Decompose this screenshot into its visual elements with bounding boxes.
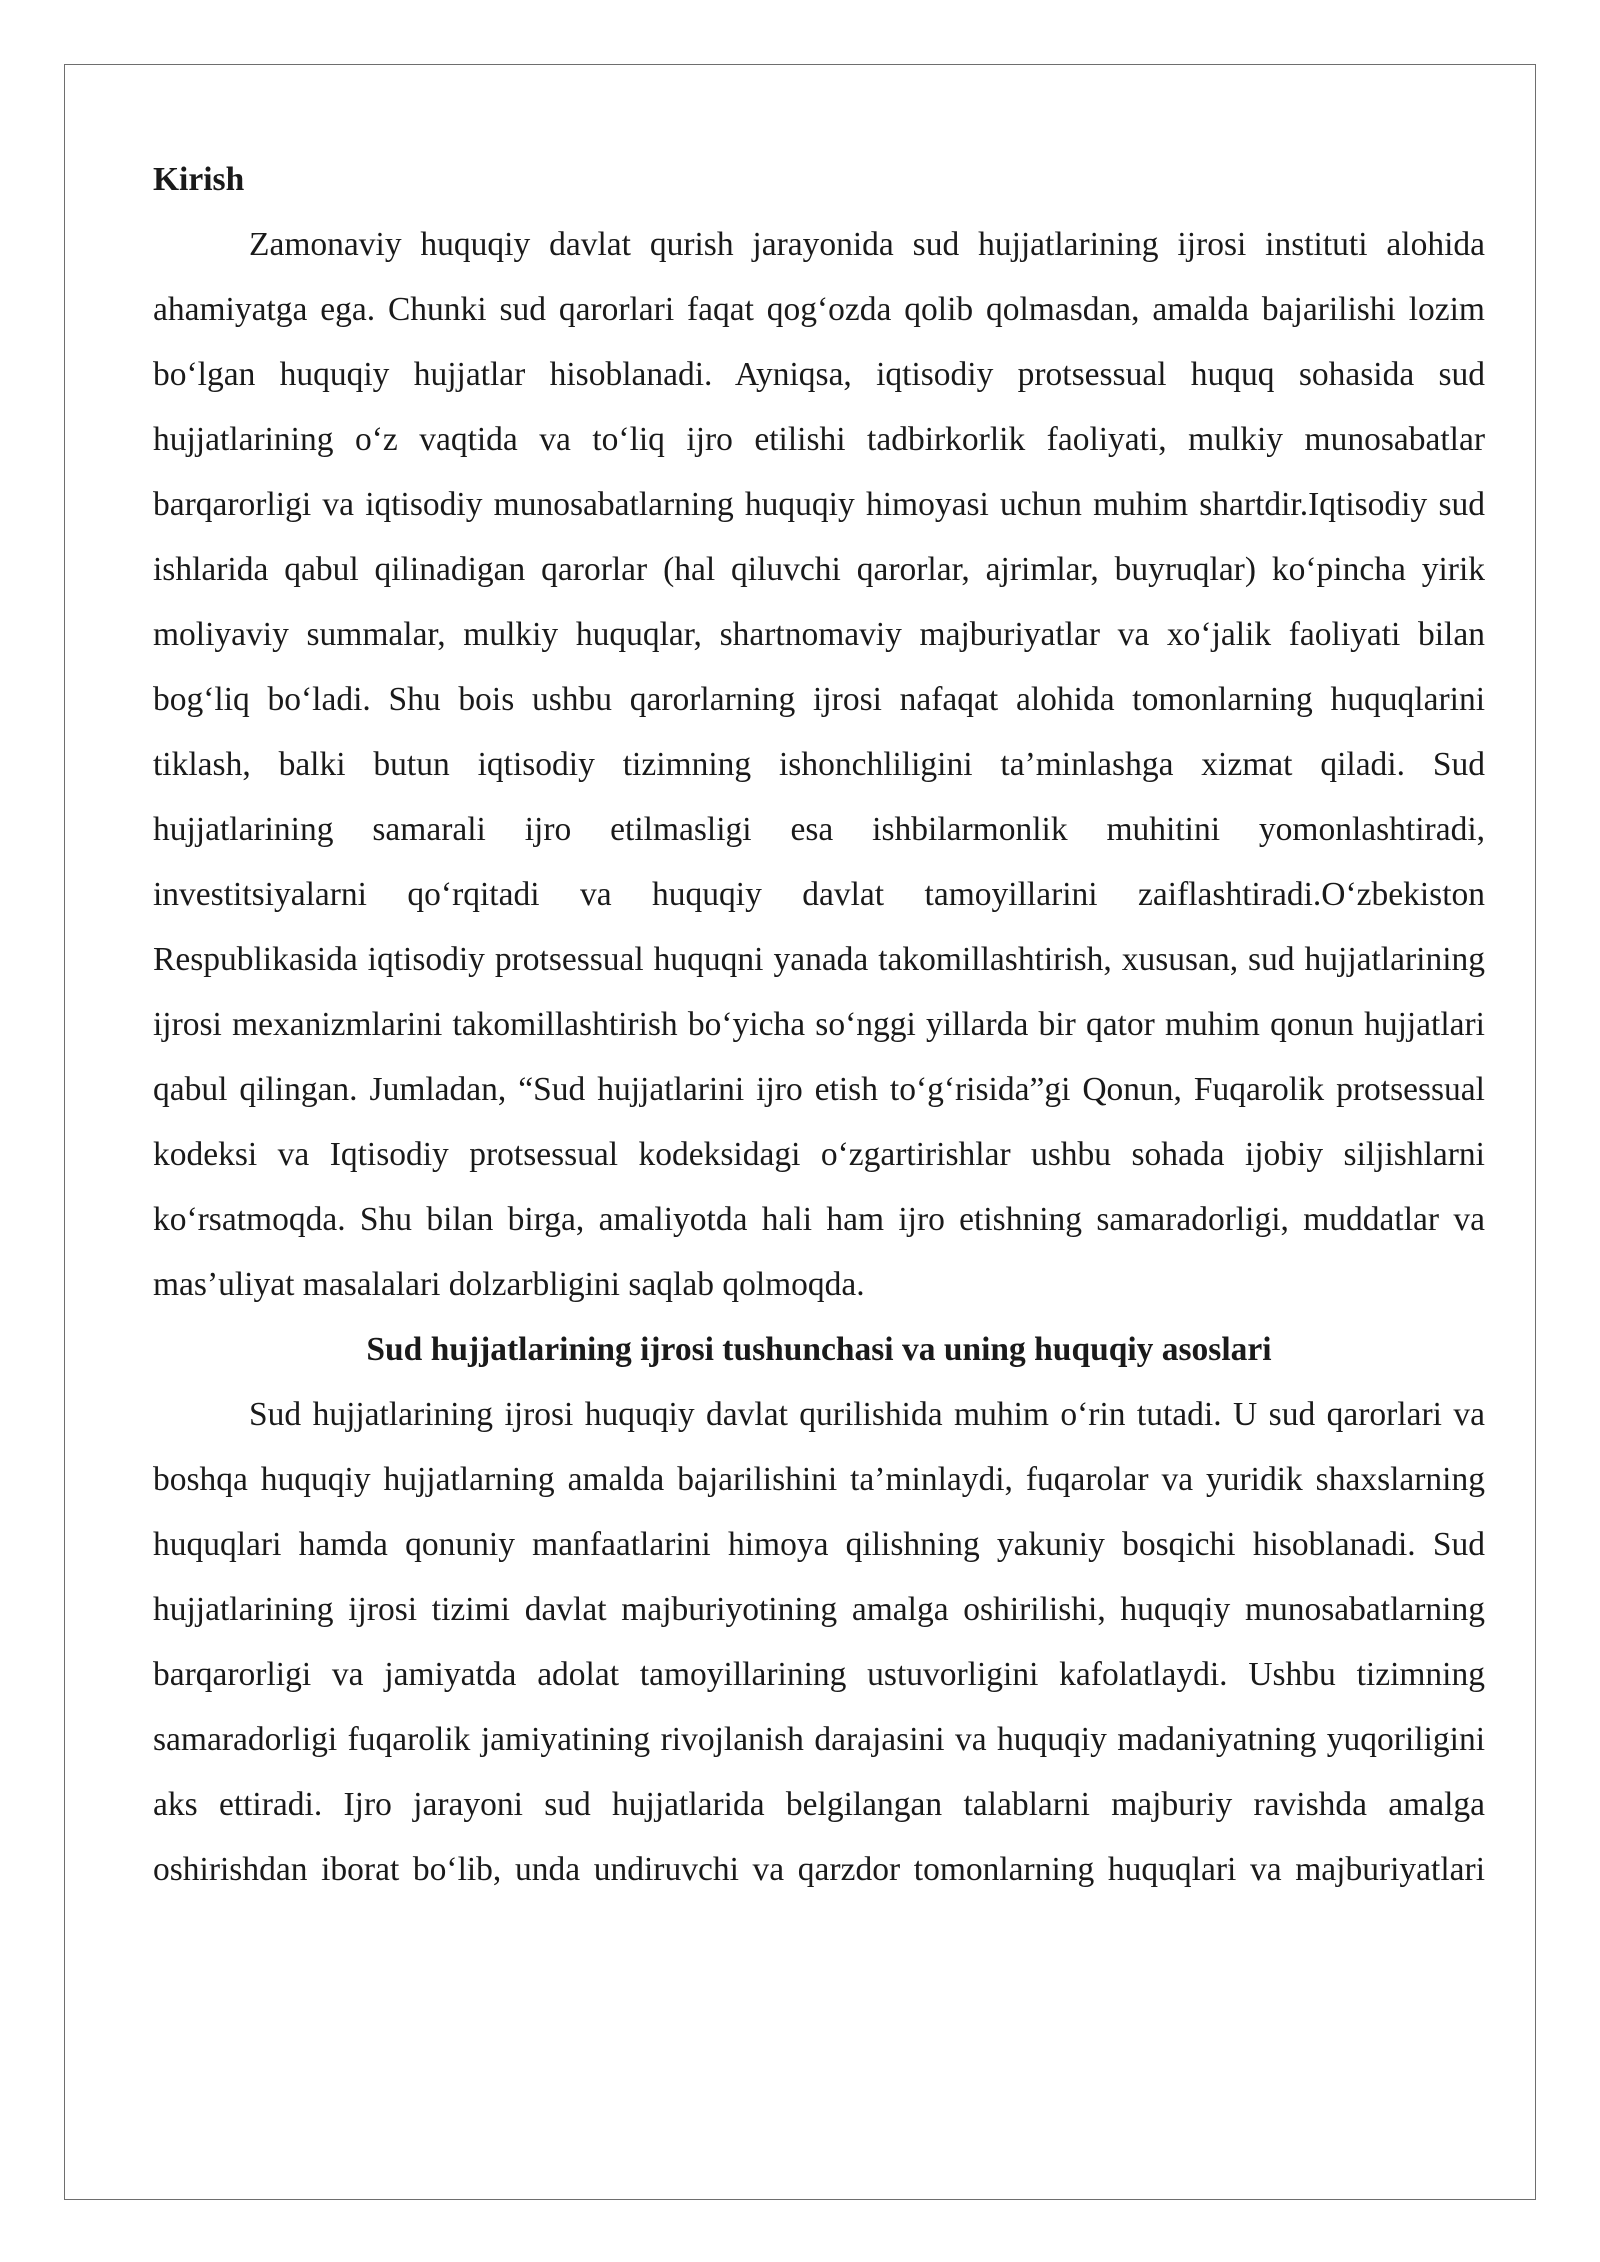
section-title-legal-basis: Sud hujjatlarining ijrosi tushunchasi va uning huquqiy asoslari (366, 1331, 1272, 1368)
legal-basis-paragraph: Sud hujjatlarining ijrosi huquqiy davlat qurilishida muhim oʻrin tutadi. U sud qarorlari va boshqa huquqiy hujjatlarning amalda bajarilishini ta’minlaydi, fuqarolar va yuridik shaxslarning huquqlari hamda qonuniy manfaatlarini himoya qilishning yakuniy bosqichi hisoblanadi. Sud hujjatlarining ijrosi tizimi davlat majburiyotining amalga oshirilishi, huquqiy munosabatlarning barqarorligi va jamiyatda adolat tamoyillarining ustuvorligini kafolatlaydi. Ushbu tizimning samaradorligi fuqarolik jamiyatining rivojlanish darajasini va huquqiy madaniyatning yuqoriligini aks ettiradi. Ijro jarayoni sud hujjatlarida belgilangan talablarni majburiy ravishda amalga oshirishdan iborat boʻlib, unda undiruvchi va qarzdor tomonlarning huquqlari va majburiyatlari (153, 1396, 1485, 1888)
document-body (153, 147, 1485, 1902)
section-title-kirish: Kirish (153, 161, 245, 198)
intro-paragraph: Zamonaviy huquqiy davlat qurish jarayonida sud hujjatlarining ijrosi instituti alohida ahamiyatga ega. Chunki sud qarorlari faqat qogʻozda qolib qolmasdan, amalda bajarilishi lozim boʻlgan huquqiy hujjatlar hisoblanadi. Ayniqsa, iqtisodiy protsessual huquq sohasida sud hujjatlarining oʻz vaqtida va toʻliq ijro etilishi tadbirkorlik faoliyati, mulkiy munosabatlar barqarorligi va iqtisodiy munosabatlarning huquqiy himoyasi uchun muhim shartdir.Iqtisodiy sud ishlarida qabul qilinadigan qarorlar (hal qiluvchi qarorlar, ajrimlar, buyruqlar) koʻpincha yirik moliyaviy summalar, mulkiy huquqlar, shartnomaviy majburiyatlar va xoʻjalik faoliyati bilan bogʻliq boʻladi. Shu bois ushbu qarorlarning ijrosi nafaqat alohida tomonlarning huquqlarini tiklash, balki butun iqtisodiy tizimning ishonchliligini ta’minlashga xizmat qiladi. Sud hujjatlarining samarali ijro etilmasligi esa ishbilarmonlik muhitini yomonlashtiradi, investitsiyalarni qoʻrqitadi va huquqiy davlat tamoyillarini zaiflashtiradi.Oʻzbekiston Respublikasida iqtisodiy protsessual huquqni yanada takomillashtirish, xususan, sud hujjatlarining ijrosi mexanizmlarini takomillashtirish boʻyicha soʻnggi yillarda bir qator muhim qonun hujjatlari qabul qilingan. Jumladan, “Sud hujjatlarini ijro etish toʻgʻrisida”gi Qonun, Fuqarolik protsessual kodeksi va Iqtisodiy protsessual kodeksidagi oʻzgartirishlar ushbu sohada ijobiy siljishlarni koʻrsatmoqda. Shu bilan birga, amaliyotda hali ham ijro etishning samaradorligi, muddatlar va mas’uliyat masalalari dolzarbligini saqlab qolmoqda. (153, 226, 1485, 1303)
